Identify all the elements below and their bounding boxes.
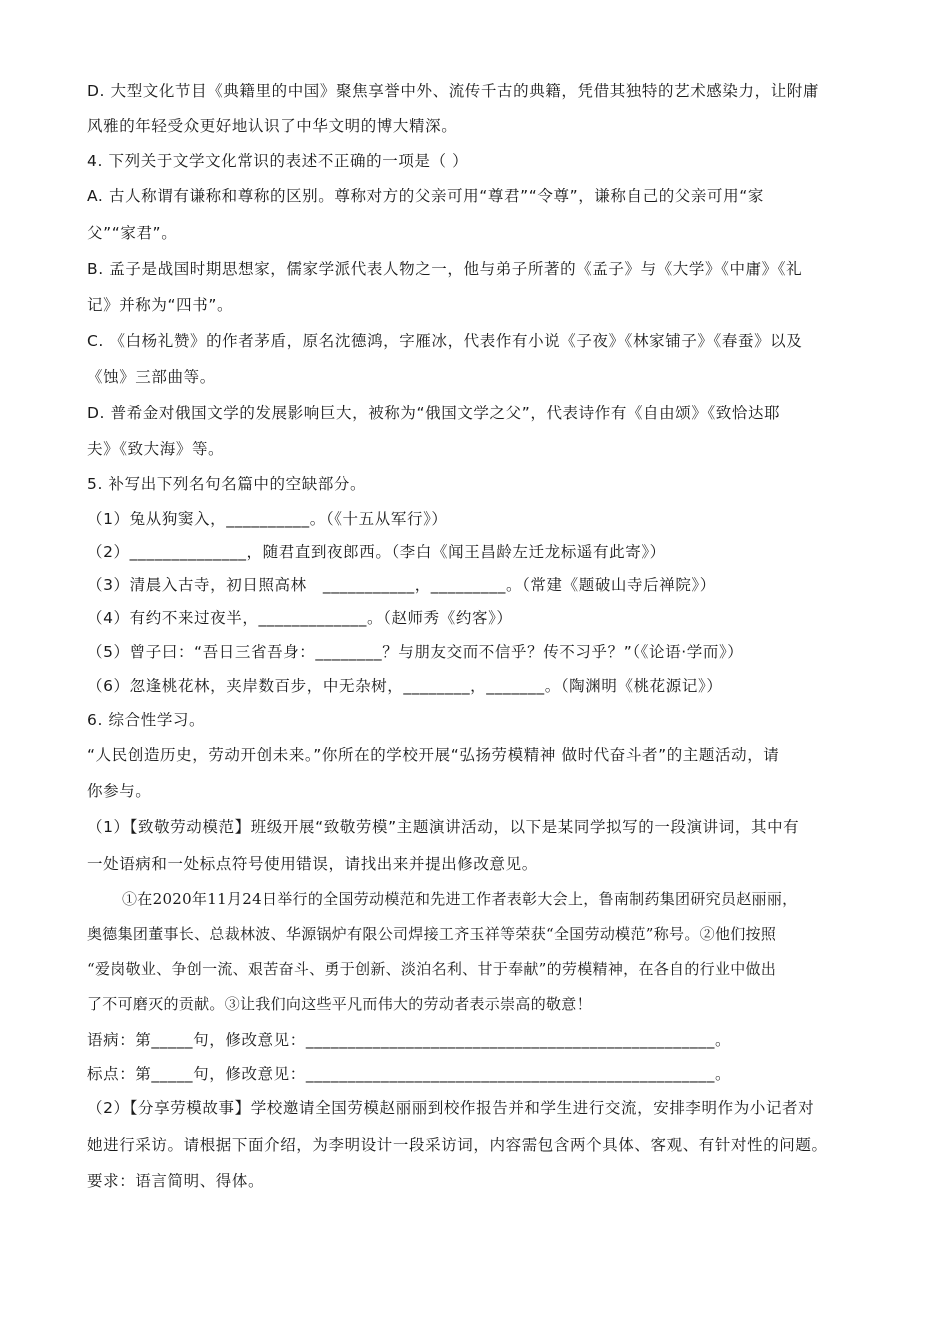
q6-intro-line1: “人民创造历史，劳动开创未来。”你所在的学校开展“弘扬劳模精神 做时代奋斗者”的主题活动，请 [87,746,780,764]
speech-line3: “爱岗敬业、争创一流、艰苦奋斗、勇于创新、淡泊名利、甘于奉献”的劳模精神，在各自的行业中做出 [87,960,777,978]
q6-part2-line2: 她进行采访。请根据下面介绍，为李明设计一段采访词，内容需包含两个具体、客观、有针对性的问题。 [87,1136,828,1154]
q6-part1-line2: 一处语病和一处标点符号使用错误，请找出来并提出修改意见。 [87,855,538,873]
q4-option-b-line1: B. 孟子是战国时期思想家，儒家学派代表人物之一，他与弟子所著的《孟子》与《大学》《中庸》《礼 [87,260,803,278]
q4-option-c-line2: 《蚀》三部曲等。 [87,368,216,386]
speech-line1: ①在2020年11月24日举行的全国劳动模范和先进工作者表彰大会上，鲁南制药集团研究员赵丽丽， [122,890,798,908]
q3-option-d-line1: D. 大型文化节目《典籍里的中国》聚焦享誉中外、流传千古的典籍，凭借其独特的艺术感染力，让附庸 [87,82,819,100]
q4-option-a-line1: A. 古人称谓有谦称和尊称的区别。尊称对方的父亲可用“尊君”“令尊”，谦称自己的父亲可用“家 [87,187,764,205]
q5-item-1: （1）兔从狗窦入，__________。（《十五从军行》） [87,510,448,528]
q5-item-5: （5）曾子曰：“吾日三省吾身：________？与朋友交而不信乎？传不习乎？”（《论语·学而》） [87,643,744,661]
speech-line4: 了不可磨灭的贡献。③让我们向这些平凡而伟大的劳动者表示崇高的敬意！ [87,995,592,1013]
speech-line2: 奥德集团董事长、总裁林波、华源锅炉有限公司焊接工齐玉祥等荣获“全国劳动模范”称号。②他们按照 [87,925,777,943]
q4-option-d-line2: 夫》《致大海》等。 [87,440,225,458]
q5-item-2: （2）______________，随君直到夜郎西。（李白《闻王昌龄左迁龙标遥有此寄》） [87,543,666,561]
answer-punctuation-error: 标点：第_____句，修改意见：_________________________________________________。 [87,1065,732,1083]
q4-option-b-line2: 记》并称为“四书”。 [87,296,234,314]
q6-part1-line1: （1）【致敬劳动模范】班级开展“致敬劳模”主题演讲活动，以下是某同学拟写的一段演讲词，其中有 [87,818,800,836]
q5-item-4: （4）有约不来过夜半，_____________。（赵师秀《约客》） [87,609,513,627]
q5-item-3: （3）清晨入古寺，初日照高林 ___________，_________。（常建《题破山寺后禅院》） [87,576,716,594]
q4-option-c-line1: C. 《白杨礼赞》的作者茅盾，原名沈德鸿，字雁冰，代表作有小说《子夜》《林家铺子》《春蚕》以及 [87,332,803,350]
q4-option-a-line2: 父”“家君”。 [87,224,178,242]
q6-intro-line2: 你参与。 [87,782,152,800]
q5-item-6: （6）忽逢桃花林，夹岸数百步，中无杂树，________，_______。（陶渊明《桃花源记》） [87,677,723,695]
q5-stem: 5. 补写出下列名句名篇中的空缺部分。 [87,475,367,493]
q4-option-d-line1: D. 普希金对俄国文学的发展影响巨大，被称为“俄国文学之父”，代表诗作有《自由颂》《致恰达耶 [87,404,781,422]
q6-part2-line1: （2）【分享劳模故事】学校邀请全国劳模赵丽丽到校作报告并和学生进行交流，安排李明作为小记者对 [87,1099,815,1117]
q4-stem: 4. 下列关于文学文化常识的表述不正确的一项是（ ） [87,152,469,170]
q6-stem: 6. 综合性学习。 [87,711,206,729]
answer-grammar-error: 语病：第_____句，修改意见：_________________________________________________。 [87,1031,732,1049]
q3-option-d-line2: 风雅的年轻受众更好地认识了中华文明的博大精深。 [87,117,458,135]
q6-part2-line3: 要求：语言简明、得体。 [87,1172,265,1190]
